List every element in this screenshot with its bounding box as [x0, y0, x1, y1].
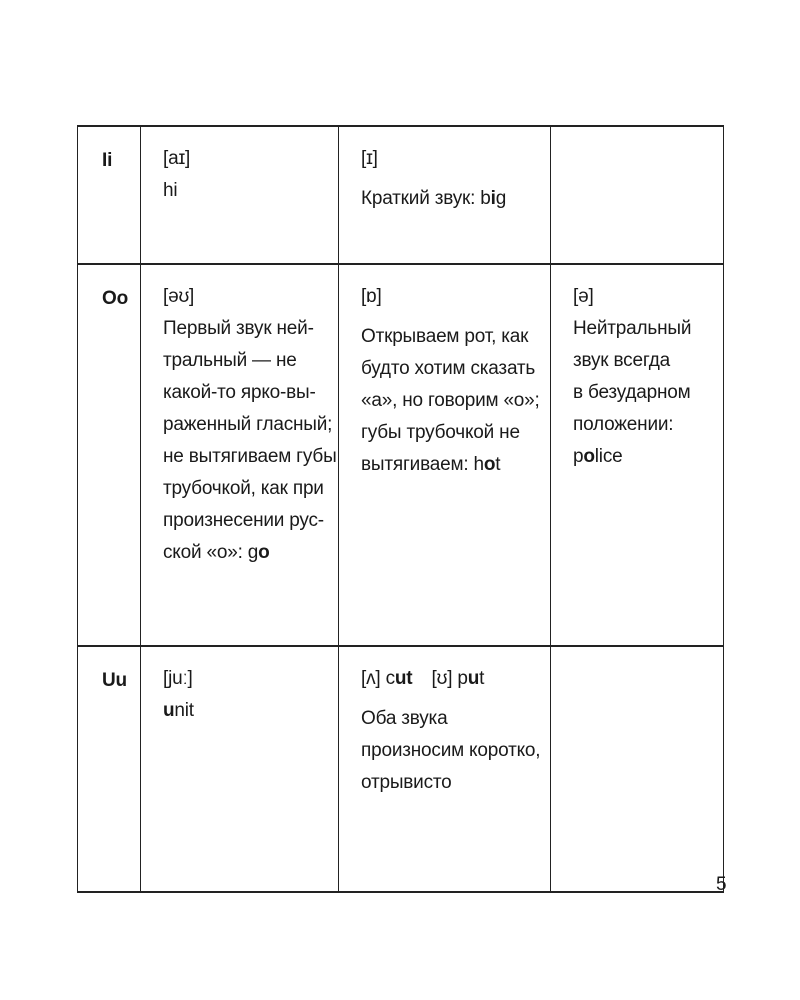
phonetic-symbol: [ɒ]	[361, 286, 382, 307]
word-part: p	[573, 446, 584, 467]
description-line: отрывисто	[361, 772, 452, 793]
diphthong-cell	[141, 264, 339, 646]
description-line: произносим коротко,	[361, 740, 541, 761]
word-highlight: u	[467, 668, 480, 689]
word-part: g	[495, 188, 507, 209]
description-line: «а», но говорим «о»;	[361, 390, 540, 411]
example-word	[163, 175, 338, 207]
table-row-u	[78, 646, 724, 892]
empty-cell	[551, 126, 724, 264]
word-highlight: u	[394, 668, 407, 689]
word-part: t	[406, 668, 413, 689]
word-part: t	[495, 454, 501, 475]
description-line: какой-то ярко-вы-	[163, 382, 316, 403]
description-line: положении:	[573, 414, 674, 435]
description-text: ской «о»: g	[163, 542, 259, 563]
word-highlight: o	[483, 454, 496, 475]
letter-cell	[78, 126, 141, 264]
phonetic-symbol: [ə]	[573, 286, 594, 307]
description-line: раженный гласный;	[163, 414, 333, 435]
word-part: p	[457, 668, 468, 689]
description-line: тральный — не	[163, 350, 297, 371]
description-line: не вытягиваем губы	[163, 446, 337, 467]
description-line: произнесении рус-	[163, 510, 324, 531]
word-part: h	[163, 180, 174, 201]
word-part: lice	[594, 446, 623, 467]
description-line: Оба звука	[361, 708, 448, 729]
description-line	[361, 449, 550, 481]
word-highlight: i	[490, 188, 496, 209]
phonetic-symbol: [juː]	[163, 668, 193, 689]
table-row-i	[78, 126, 724, 264]
letter-label: Uu	[102, 670, 127, 691]
description-line: губы трубочкой не	[361, 422, 520, 443]
phonetic-symbol: [ʊ]	[431, 668, 453, 689]
word-part: c	[385, 668, 395, 689]
phonetic-symbol-pair	[361, 663, 550, 695]
description	[361, 183, 550, 215]
empty-cell	[551, 646, 724, 892]
description-line: трубочкой, как при	[163, 478, 324, 499]
vowel-sounds-table	[77, 125, 724, 893]
word-part: nit	[174, 700, 194, 721]
description-line: будто хотим сказать	[361, 358, 536, 379]
description-line: звук всегда	[573, 350, 670, 371]
phonetic-symbol: [ɪ]	[361, 148, 378, 169]
letter-label: Oo	[102, 288, 128, 309]
description-line: Первый звук ней-	[163, 318, 314, 339]
phonetic-symbol: [əʊ]	[163, 286, 195, 307]
phonetic-symbol: [ʌ]	[361, 668, 381, 689]
neutral-sound-cell	[551, 264, 724, 646]
word-highlight: u	[163, 700, 175, 721]
diphthong-cell	[141, 126, 339, 264]
page-number: 5	[716, 874, 727, 895]
short-sound-cell	[339, 126, 551, 264]
word-highlight: o	[583, 446, 595, 467]
description-line	[163, 537, 338, 569]
table-row-o	[78, 264, 724, 646]
word-part: t	[479, 668, 485, 689]
letter-cell	[78, 646, 141, 892]
description-line: в безударном	[573, 382, 691, 403]
example-word	[163, 695, 338, 727]
example-word	[457, 668, 484, 689]
letter-label: Ii	[102, 150, 113, 171]
phonetic-symbol: [aɪ]	[163, 148, 191, 169]
description-text: Краткий звук: b	[361, 188, 491, 209]
word-highlight: i	[173, 180, 178, 201]
diphthong-cell	[141, 646, 339, 892]
description-line: Нейтральный	[573, 318, 692, 339]
letter-cell	[78, 264, 141, 646]
description-line: Открываем рот, как	[361, 326, 529, 347]
word-highlight: o	[258, 542, 270, 563]
short-sound-cell	[339, 646, 551, 892]
description-text: вытягиваем: h	[361, 454, 484, 475]
description-line	[573, 441, 723, 473]
example-word	[386, 668, 413, 689]
short-sound-cell	[339, 264, 551, 646]
